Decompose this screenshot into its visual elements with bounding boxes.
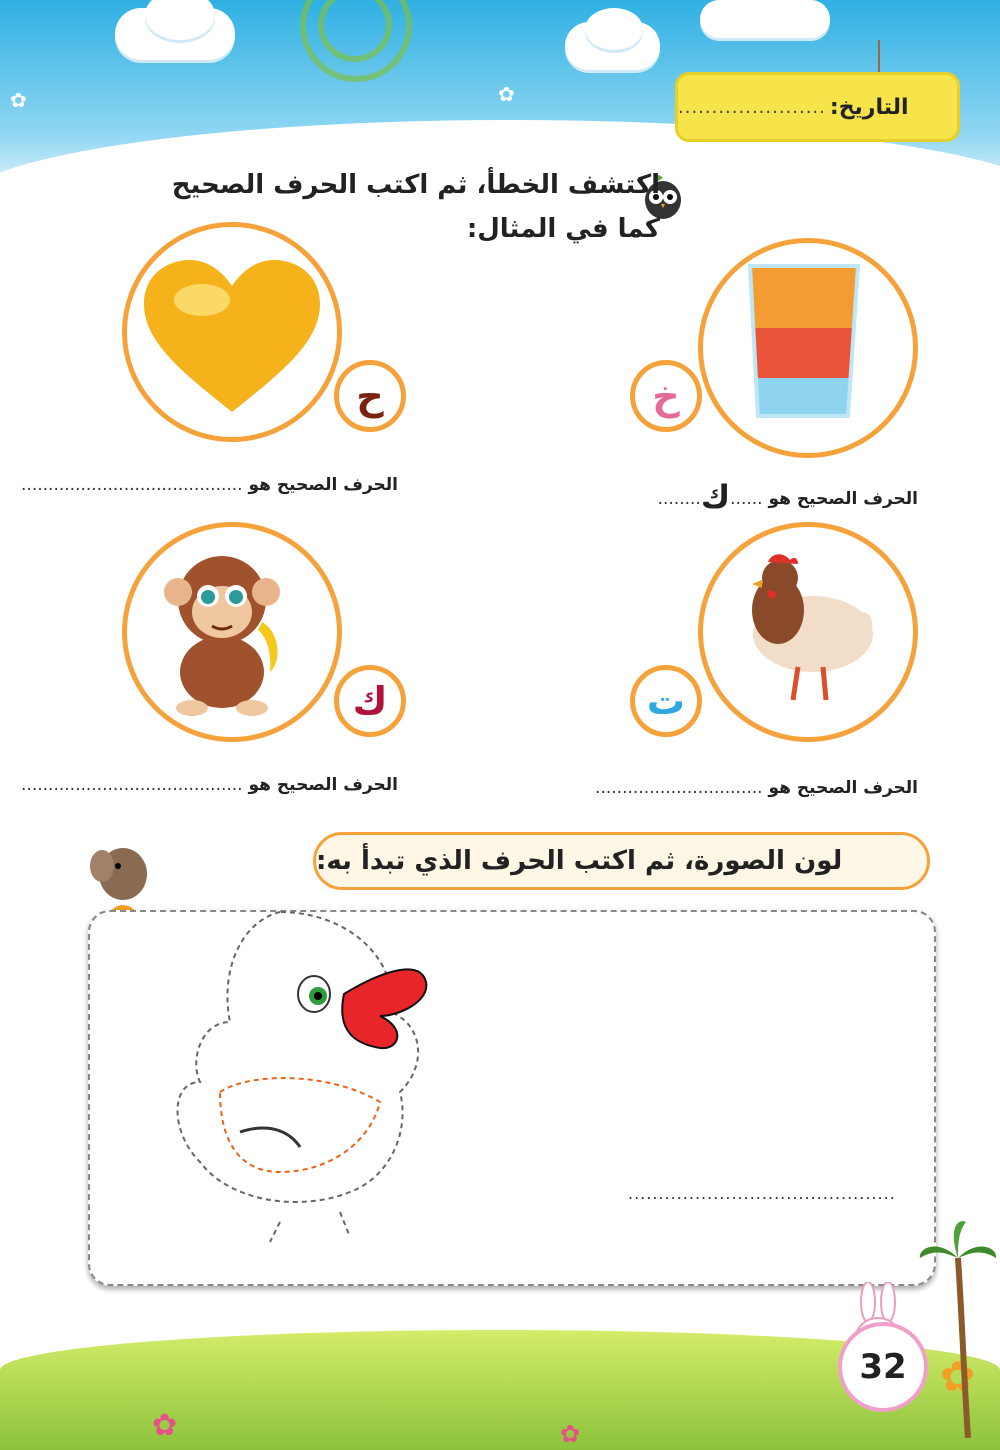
exercise2-instruction: لون الصورة، ثم اكتب الحرف الذي تبدأ به: [316, 846, 843, 876]
monkey-icon [122, 522, 342, 742]
flower-icon: ✿ [498, 82, 515, 106]
heart-icon [122, 222, 342, 442]
cloud-icon [700, 0, 830, 38]
exercise1-instruction-example: كما في المثال: [466, 214, 660, 244]
answer-letter: ك [700, 478, 731, 516]
hen-icon [698, 522, 918, 742]
letter-badge-monkey [334, 665, 406, 737]
date-label: التاريخ: [829, 94, 909, 120]
coloring-frame [88, 910, 936, 1286]
picture-circle-juice [698, 238, 918, 458]
answer-line-heart: الحرف الصحيح هو ......................................... [21, 475, 398, 495]
answer-line-monkey: الحرف الصحيح هو ......................................... [21, 775, 398, 795]
palm-tree-icon [918, 1218, 998, 1438]
duckling-outline-icon[interactable] [130, 892, 530, 1264]
letter-badge-heart [334, 360, 406, 432]
answer-line-hen: الحرف الصحيح هو ............................... [595, 778, 918, 798]
date-field[interactable]: ...................... [678, 96, 826, 118]
flower-icon: ✿ [10, 88, 27, 112]
exercise1-instruction: اكتشف الخطأ، ثم اكتب الحرف الصحيح [171, 170, 660, 200]
cloud-icon [585, 8, 643, 50]
exercise2-banner [313, 832, 930, 890]
sunflower-icon: ✿ [940, 1352, 976, 1401]
shown-letter: ح [356, 374, 384, 418]
page-number: 32 [838, 1322, 928, 1412]
picture-circle-heart [122, 222, 342, 442]
date-box [675, 72, 960, 142]
letter-badge-juice [630, 360, 702, 432]
shown-letter: خ [652, 374, 680, 418]
juice-glass-icon [698, 238, 918, 458]
picture-circle-hen [698, 522, 918, 742]
answer-line-juice: الحرف الصحيح هو ......ك........ [657, 478, 918, 516]
picture-circle-monkey [122, 522, 342, 742]
letter-badge-hen [630, 665, 702, 737]
shown-letter: ك [352, 679, 388, 723]
flower-icon: ✿ [560, 1420, 581, 1448]
answer-blank[interactable]: ............................................ [628, 1184, 896, 1203]
hanging-string [878, 40, 880, 74]
shown-letter: ت [646, 679, 686, 723]
flower-icon: ✿ [152, 1408, 178, 1443]
